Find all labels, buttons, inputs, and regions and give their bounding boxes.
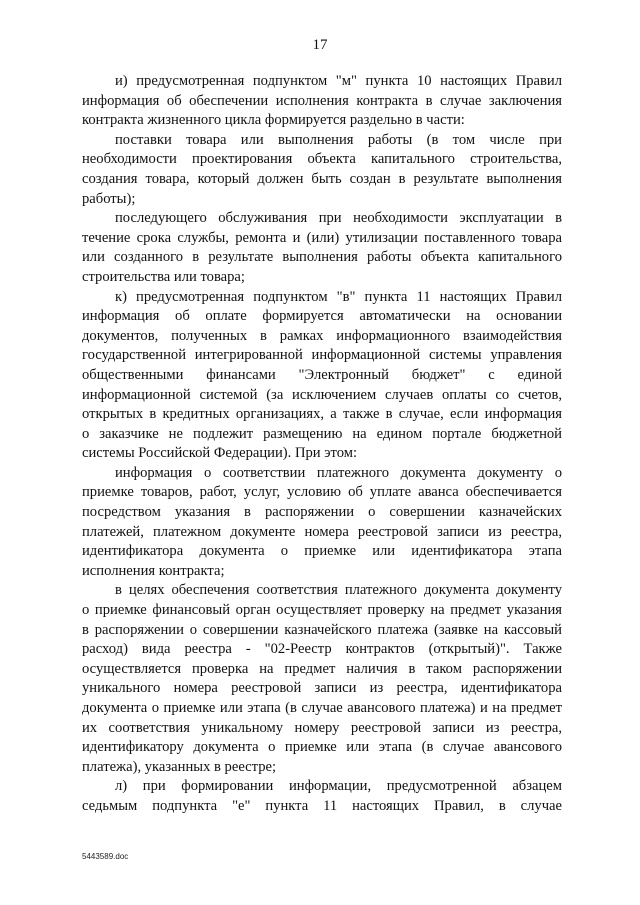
paragraph-line: их соответствия уникальному номеру реестровой записи из реестра, — [82, 719, 562, 736]
paragraph-line: л) при формировании информации, предусмотренной абзацем — [115, 778, 562, 795]
paragraph-line: работы); — [82, 190, 136, 207]
paragraph — [82, 581, 562, 777]
paragraph-line: посредством указания в распоряжении о совершении казначейских — [82, 504, 562, 521]
paragraph-line: документов, полученных в рамках информационного взаимодействия — [82, 327, 562, 344]
paragraph — [82, 288, 562, 464]
paragraph-line: или созданного в результате выполнения работы объекта капитального — [82, 249, 562, 266]
paragraph-line: в распоряжении о совершении казначейского платежа (заявке на кассовый — [82, 621, 562, 638]
paragraph-line: расход) вида реестра - "02-Реестр контрактов (открытый)". Также — [82, 641, 562, 658]
paragraph-line: идентификатору документа о приемке или этапа (в случае авансового — [82, 739, 562, 756]
footer-filename: 5443589.doc — [82, 852, 129, 861]
paragraph — [82, 777, 562, 816]
paragraph-line: о приемке финансовый орган осуществляет проверку на предмет указания — [82, 602, 562, 619]
paragraph-line: осуществляется проверка на предмет наличия в таком распоряжении — [82, 660, 562, 677]
paragraph-line: о заказчике не подлежит размещению на едином портале бюджетной — [82, 425, 562, 442]
paragraph-line: и) предусмотренная подпунктом "м" пункта 10 настоящих Правил — [115, 73, 562, 89]
paragraph-line: контракта жизненного цикла формируется раздельно в части: — [82, 112, 465, 129]
paragraph-line: течение срока службы, ремонта и (или) утилизации поставленного товара — [82, 229, 562, 246]
paragraph-line: приемке товаров, работ, услуг, условию об уплате аванса обеспечивается — [82, 484, 562, 501]
paragraph — [82, 131, 562, 209]
paragraph-line: платежа), указанных в реестре; — [82, 758, 277, 775]
paragraph-line: информация об оплате формируется автоматически на основании — [82, 308, 562, 325]
paragraph-line: необходимости проектирования объекта капитального строительства, — [82, 151, 562, 168]
paragraph-line: исполнения контракта; — [82, 562, 225, 579]
paragraph — [82, 209, 562, 287]
page-number: 17 — [312, 37, 328, 53]
paragraph-line: создания товара, который должен быть создан в результате выполнения — [82, 170, 562, 187]
paragraph-line: уникального номера реестровой записи из реестра, идентификатора — [82, 680, 562, 697]
paragraph-line: открытых в кредитных организациях, а также в случае, если информация — [82, 406, 562, 423]
paragraph-line: к) предусмотренная подпунктом "в" пункта 11 настоящих Правил — [115, 288, 562, 305]
paragraph-line: документа о приемке или этапа (в случае авансового платежа) и на предмет — [82, 700, 562, 716]
paragraph — [82, 464, 562, 582]
paragraph-line: идентификатора документа о приемке или идентификатора этапа — [82, 543, 562, 560]
paragraph-line: системы Российской Федерации). При этом: — [82, 445, 358, 462]
document-body — [82, 72, 562, 817]
paragraph-line: информация о соответствии платежного документа документу о — [115, 464, 562, 481]
paragraph-line: строительства или товара; — [82, 268, 245, 285]
paragraph-line: в целях обеспечения соответствия платежного документа документу — [115, 582, 562, 599]
paragraph-line: последующего обслуживания при необходимости эксплуатации в — [115, 210, 562, 227]
paragraph-line: информационной системой (за исключением случаев оплаты со счетов, — [82, 386, 562, 403]
paragraph-line: государственной интегрированной информационной системы управления — [82, 347, 562, 364]
paragraph-line: поставки товара или выполнения работы (в том числе при — [115, 131, 562, 148]
paragraph-line: платежей, платежном документе номера реестровой записи из реестра, — [82, 523, 562, 540]
paragraph-line: информация об обеспечении исполнения контракта в случае заключения — [82, 92, 562, 109]
paragraph-line: общественными финансами "Электронный бюджет" с единой — [82, 366, 562, 383]
paragraph-line: седьмым подпункта "е" пункта 11 настоящих Правил, в случае — [82, 797, 562, 814]
paragraph — [82, 72, 562, 131]
